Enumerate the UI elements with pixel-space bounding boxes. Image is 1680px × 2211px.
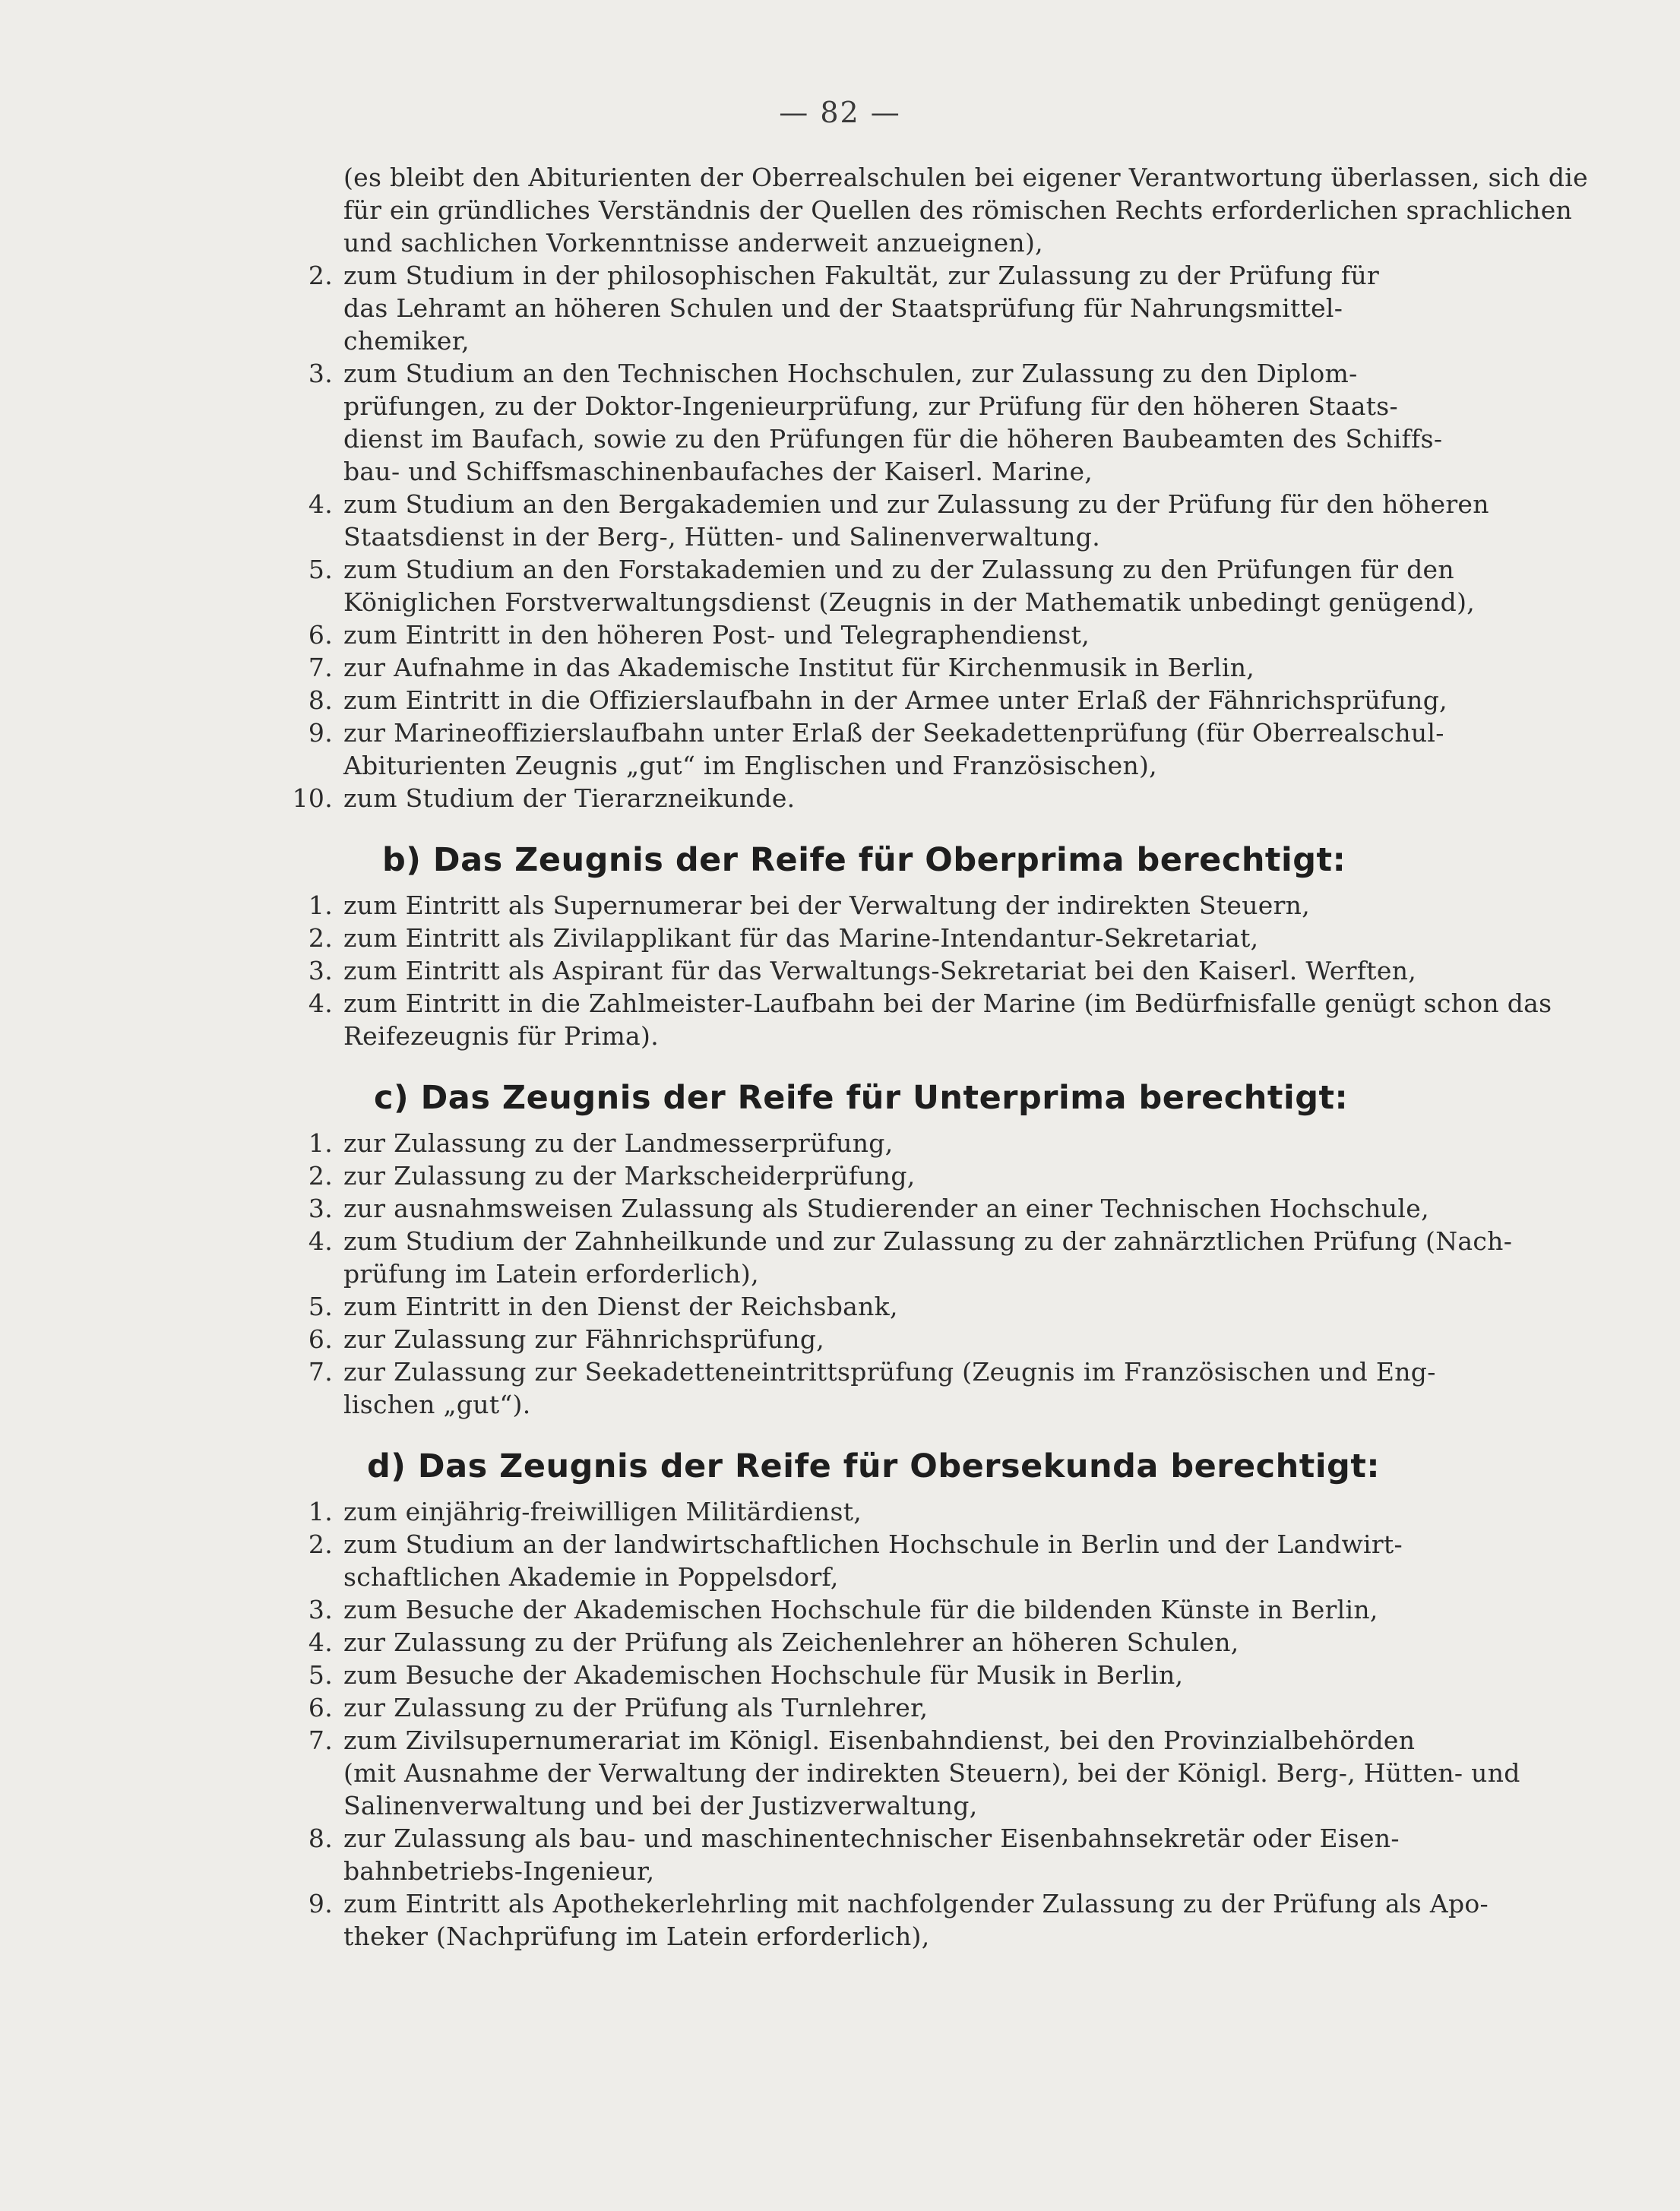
item-number: 4. — [308, 1226, 333, 1256]
item-number: 5. — [308, 1660, 333, 1690]
item-text — [343, 954, 1615, 987]
text-line: zum Studium in der philosophischen Fakultät, zur Zulassung zu der Prüfung für — [343, 261, 1380, 290]
text-line: zum Eintritt als Apothekerlehrling mit nachfolgender Zulassung zu der Prüfung als Apo- — [343, 1889, 1489, 1918]
item-text — [343, 1127, 1615, 1159]
text-line: zum Eintritt in den Dienst der Reichsbank, — [343, 1292, 898, 1321]
item-text — [343, 1290, 1615, 1323]
list-item — [289, 553, 1615, 618]
text-line: lischen „gut“). — [343, 1390, 531, 1419]
item-number: 6. — [308, 1693, 333, 1722]
item-number: 2. — [308, 923, 333, 953]
list-item — [289, 1355, 1615, 1421]
item-number: 2. — [308, 261, 333, 290]
text-line: Reifezeugnis für Prima). — [343, 1021, 659, 1051]
list-item — [289, 1626, 1615, 1659]
section-d-list — [289, 1495, 1615, 1953]
item-number: 9. — [308, 1889, 333, 1918]
item-number: 1. — [308, 890, 333, 920]
text-line: zur Zulassung zu der Landmesserprüfung, — [343, 1128, 894, 1158]
item-text — [343, 651, 1615, 684]
item-text — [343, 716, 1615, 782]
item-number: 6. — [308, 620, 333, 650]
item-text — [343, 1225, 1615, 1290]
item-number: 1. — [308, 1128, 333, 1158]
item-text — [343, 1323, 1615, 1355]
page-number: — 82 — — [779, 96, 901, 129]
list-item — [289, 1495, 1615, 1528]
item-number: 7. — [308, 1357, 333, 1387]
list-item — [289, 488, 1615, 553]
list-item — [289, 1159, 1615, 1192]
item-text — [343, 1355, 1615, 1421]
list-item — [289, 1822, 1615, 1887]
text-line: zur Marineoffizierslaufbahn unter Erlaß der Seekadettenprüfung (für Oberrealschul- — [343, 718, 1444, 748]
item-number: 4. — [308, 489, 333, 519]
item-text — [343, 553, 1615, 618]
text-line: zum Besuche der Akademischen Hochschule für die bildenden Künste in Berlin, — [343, 1595, 1378, 1624]
item-text — [343, 1626, 1615, 1659]
item-number: 8. — [308, 1824, 333, 1853]
text-line: zum Eintritt in die Offizierslaufbahn in der Armee unter Erlaß der Fähnrichsprüfung, — [343, 685, 1447, 715]
text-line: das Lehramt an höheren Schulen und der Staatsprüfung für Nahrungsmittel- — [343, 293, 1343, 323]
item-number: 6. — [308, 1324, 333, 1354]
item-text — [343, 1495, 1615, 1528]
item-text — [343, 1528, 1615, 1593]
item-number: 3. — [308, 956, 333, 985]
item-number: 8. — [308, 685, 333, 715]
text-line: Abiturienten Zeugnis „gut“ im Englischen und Französischen), — [343, 751, 1157, 780]
item-text — [343, 1691, 1615, 1724]
list-item — [289, 651, 1615, 684]
section-c-heading: c) Das Zeugnis der Reife für Unterprima berechtigt: — [374, 1079, 1349, 1117]
item-text — [343, 922, 1615, 954]
text-line: zum Besuche der Akademischen Hochschule für Musik in Berlin, — [343, 1660, 1184, 1690]
list-item — [289, 1225, 1615, 1290]
item-text — [343, 488, 1615, 553]
text-line: zum Eintritt als Aspirant für das Verwaltungs-Sekretariat bei den Kaiserl. Werften, — [343, 956, 1417, 985]
item-text — [343, 259, 1615, 357]
item-number: 5. — [308, 555, 333, 584]
section-b-list — [289, 889, 1615, 1052]
item-number: 3. — [308, 1194, 333, 1223]
text-line: zum Studium der Tierarzneikunde. — [343, 783, 796, 813]
text-line: zum Studium der Zahnheilkunde und zur Zulassung zu der zahnärztlichen Prüfung (Nach- — [343, 1226, 1513, 1256]
list-item — [289, 1659, 1615, 1691]
section-c-list — [289, 1127, 1615, 1421]
list-item — [289, 259, 1615, 357]
item-text — [343, 1593, 1615, 1626]
text-line: zur ausnahmsweisen Zulassung als Studierender an einer Technischen Hochschule, — [343, 1194, 1429, 1223]
item-text — [343, 1659, 1615, 1691]
text-line: und sachlichen Vorkenntnisse anderweit anzueignen), — [343, 228, 1043, 258]
item-text — [343, 1159, 1615, 1192]
section-b-heading: b) Das Zeugnis der Reife für Oberprima berechtigt: — [382, 841, 1346, 879]
text-line: zur Zulassung zur Fähnrichsprüfung, — [343, 1324, 825, 1354]
item-number: 4. — [308, 1627, 333, 1657]
list-item — [289, 782, 1615, 814]
list-item — [289, 1887, 1615, 1953]
item-text — [343, 782, 1615, 814]
item-text — [343, 1887, 1615, 1953]
list-item — [289, 1691, 1615, 1724]
text-line: zur Zulassung zur Seekadetteneintrittsprüfung (Zeugnis im Französischen und Eng- — [343, 1357, 1436, 1387]
text-line: zum Zivilsupernumerariat im Königl. Eisenbahndienst, bei den Provinzialbehörden — [343, 1725, 1416, 1755]
text-line: für ein gründliches Verständnis der Quellen des römischen Rechts erforderlichen sprachlichen — [343, 195, 1573, 225]
section-d-heading: d) Das Zeugnis der Reife für Obersekunda berechtigt: — [367, 1447, 1381, 1485]
list-item — [289, 889, 1615, 922]
list-item — [289, 716, 1615, 782]
document-body — [289, 161, 1615, 1953]
item-number: 9. — [308, 718, 333, 748]
item-text — [343, 684, 1615, 716]
item-number: 2. — [308, 1161, 333, 1191]
list-item — [289, 618, 1615, 651]
text-line: zum Eintritt in die Zahlmeister-Laufbahn bei der Marine (im Bedürfnisfalle genügt schon das — [343, 988, 1552, 1018]
text-line: Staatsdienst in der Berg-, Hütten- und Salinenverwaltung. — [343, 522, 1101, 552]
list-item — [289, 1290, 1615, 1323]
text-line: (es bleibt den Abiturienten der Oberrealschulen bei eigener Verantwortung überlassen, sich die — [343, 163, 1588, 192]
item-text — [343, 987, 1615, 1052]
item-number: 7. — [308, 653, 333, 682]
list-item — [289, 684, 1615, 716]
text-line: zum Studium an den Bergakademien und zur Zulassung zu der Prüfung für den höheren — [343, 489, 1489, 519]
text-line: (mit Ausnahme der Verwaltung der indirekten Steuern), bei der Königl. Berg-, Hütten- und — [343, 1758, 1520, 1788]
text-line: prüfungen, zu der Doktor-Ingenieurprüfung, zur Prüfung für den höheren Staats- — [343, 391, 1398, 421]
intro-paragraph — [289, 161, 1615, 259]
item-number: 3. — [308, 1595, 333, 1624]
list-item — [289, 922, 1615, 954]
text-line: bau- und Schiffsmaschinenbaufaches der Kaiserl. Marine, — [343, 457, 1093, 486]
list-item — [289, 1724, 1615, 1822]
text-line: zur Aufnahme in das Akademische Institut für Kirchenmusik in Berlin, — [343, 653, 1255, 682]
text-line: zur Zulassung als bau- und maschinentechnischer Eisenbahnsekretär oder Eisen- — [343, 1824, 1400, 1853]
item-number: 5. — [308, 1292, 333, 1321]
list-item — [289, 954, 1615, 987]
list-item — [289, 987, 1615, 1052]
text-line: zum Studium an der landwirtschaftlichen Hochschule in Berlin und der Landwirt- — [343, 1529, 1403, 1559]
item-text — [343, 1192, 1615, 1225]
text-line: zum Eintritt als Supernumerar bei der Verwaltung der indirekten Steuern, — [343, 890, 1311, 920]
item-text — [343, 889, 1615, 922]
section-a-list — [289, 259, 1615, 814]
text-line: dienst im Baufach, sowie zu den Prüfungen für die höheren Baubeamten des Schiffs- — [343, 424, 1443, 454]
item-text — [343, 357, 1615, 488]
list-item — [289, 1323, 1615, 1355]
text-line: zum Studium an den Forstakademien und zu der Zulassung zu den Prüfungen für den — [343, 555, 1454, 584]
item-number: 3. — [308, 359, 333, 388]
list-item — [289, 1593, 1615, 1626]
text-line: chemiker, — [343, 326, 470, 356]
text-line: Königlichen Forstverwaltungsdienst (Zeugnis in der Mathematik unbedingt genügend), — [343, 587, 1476, 617]
item-text — [343, 1822, 1615, 1887]
list-item — [289, 1528, 1615, 1593]
text-line: zum Eintritt in den höheren Post- und Telegraphendienst, — [343, 620, 1090, 650]
item-number: 1. — [308, 1497, 333, 1526]
item-number: 2. — [308, 1529, 333, 1559]
text-line: zum Eintritt als Zivilapplikant für das Marine-Intendantur-Sekretariat, — [343, 923, 1259, 953]
text-line: zur Zulassung zu der Markscheiderprüfung, — [343, 1161, 916, 1191]
text-line: zur Zulassung zu der Prüfung als Zeichenlehrer an höheren Schulen, — [343, 1627, 1239, 1657]
list-item — [289, 1127, 1615, 1159]
text-line: zum einjährig-freiwilligen Militärdienst, — [343, 1497, 862, 1526]
text-line: zur Zulassung zu der Prüfung als Turnlehrer, — [343, 1693, 929, 1722]
list-item — [289, 1192, 1615, 1225]
item-number: 10. — [292, 783, 333, 813]
text-line: zum Studium an den Technischen Hochschulen, zur Zulassung zu den Diplom- — [343, 359, 1358, 388]
list-item — [289, 357, 1615, 488]
item-number: 7. — [308, 1725, 333, 1755]
text-line: prüfung im Latein erforderlich), — [343, 1259, 759, 1289]
text-line: Salinenverwaltung und bei der Justizverwaltung, — [343, 1791, 978, 1820]
text-line: bahnbetriebs-Ingenieur, — [343, 1856, 655, 1886]
text-line: schaftlichen Akademie in Poppelsdorf, — [343, 1562, 839, 1592]
item-text — [343, 618, 1615, 651]
text-line: theker (Nachprüfung im Latein erforderlich), — [343, 1922, 930, 1951]
item-text — [343, 1724, 1615, 1822]
item-number: 4. — [308, 988, 333, 1018]
